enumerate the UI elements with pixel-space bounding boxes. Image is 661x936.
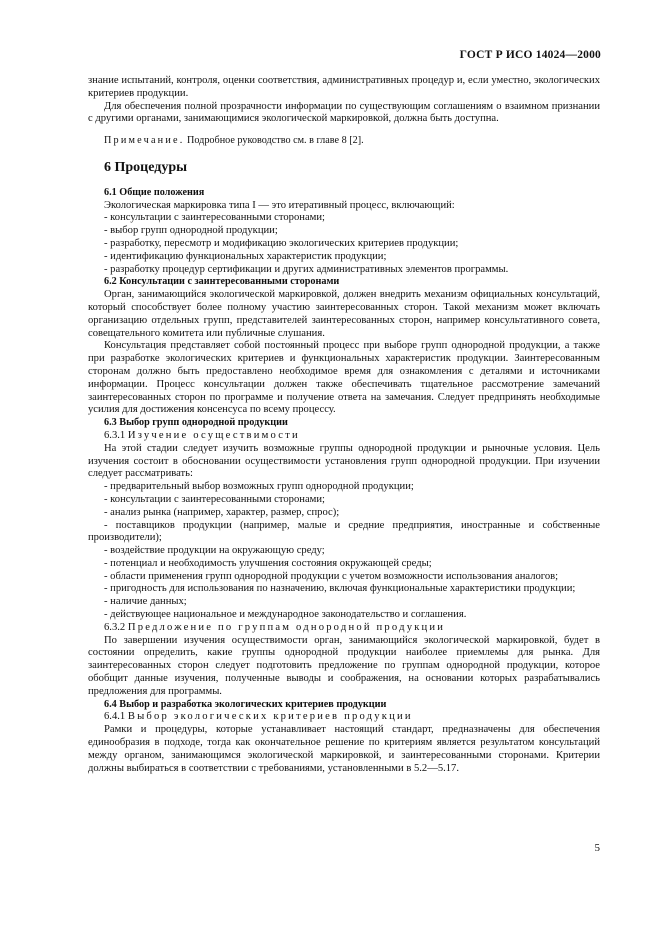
clause-heading: [88, 622, 600, 635]
clause-title: Выбор экологических критериев продукции: [127, 711, 413, 723]
list-item: - предварительный выбор возможных групп однородной продукции;: [104, 481, 414, 493]
list-item: - консультации с заинтересованными сторонами;: [104, 493, 325, 505]
clause-number: 6.3.2: [104, 621, 128, 633]
list-item: - области применения групп однородной продукции с учетом возможности использования аналогов;: [104, 570, 559, 582]
document-body: [88, 75, 600, 775]
paragraph: Экологическая маркировка типа I — это итеративный процесс, включающий:: [104, 199, 455, 211]
intro-paragraph: знание испытаний, контроля, оценки соответствия, административных процедур и, если уместно, экологических критериев продукции.: [88, 75, 600, 99]
paragraph: По завершении изучения осуществимости орган, занимающийся экологической маркировкой, будет в состоянии определить, какие группы однородной продукции наиболее приемлемы для рынка. Для заинтересованных сторон следует подготовить предложение по группам однородной продукции, которое обобщит данные изучения, полученные выводы и соображения, на основании которых разрабатывались предложения для программы.: [88, 634, 600, 697]
list-item: - консультации с заинтересованными сторонами;: [104, 212, 325, 224]
clause-heading: [88, 711, 600, 724]
clause-number: 6.4.1: [104, 711, 128, 723]
list-item: - действующее национальное и международное законодательство и соглашения.: [104, 609, 467, 621]
list-item: - разработку, пересмотр и модификацию экологических критериев продукции;: [104, 237, 459, 249]
list-item: - потенциал и необходимость улучшения состояния окружающей среды;: [104, 557, 432, 569]
list-item: - выбор групп однородной продукции;: [104, 225, 278, 237]
note-label: Примечание.: [104, 135, 185, 147]
paragraph: Орган, занимающийся экологической маркировкой, должен внедрить механизм официальных консультаций, который способствует более полному участию заинтересованных сторон. Такой механизм может включать организацию отдельных групп, представителей заинтересованных сторон, например консультативного совета, совещательного комитета или публичные слушания.: [88, 289, 600, 339]
standard-code-header: ГОСТ Р ИСО 14024—2000: [459, 49, 601, 61]
section-title: 6 Процедуры: [104, 159, 188, 175]
paragraph: Консультация представляет собой постоянный процесс при выборе групп однородной продукции, а также при разработке экологических критериев и функциональных характеристик продукции. Заинтересованным сторонам должно быть предоставлено необходимое время для ознакомления с деталями и источниками информации. Процесс консультации должен также обеспечивать тщательное рассмотрение замечаний заинтересованных сторон по программе и получение ответа на замечания. Следует предпринять необходимые усилия для достижения консенсуса по всему процессу.: [88, 340, 600, 416]
list-item: - пригодность для использования по назначению, включая функциональные характеристики продукции;: [104, 583, 576, 595]
subsection-heading: 6.2 Консультации с заинтересованными сторонами: [104, 276, 340, 288]
clause-number: 6.3.1: [104, 429, 128, 441]
subsection-heading: 6.3 Выбор групп однородной продукции: [104, 417, 288, 429]
list-item: - наличие данных;: [104, 596, 187, 608]
clause-title: Предложение по группам однородной продукции: [127, 621, 446, 633]
subsection-heading: 6.1 Общие положения: [104, 186, 205, 198]
note-text: Подробное руководство см. в главе 8 [2].: [184, 135, 364, 147]
list-item: - разработку процедур сертификации и других административных элементов программы.: [104, 263, 509, 275]
list-item: - воздействие продукции на окружающую среду;: [104, 545, 325, 557]
list-item: - поставщиков продукции (например, малые и средние предприятия, иностранные и собственные производители);: [88, 519, 600, 544]
clause-title: Изучение осуществимости: [127, 429, 300, 441]
intro-paragraph: Для обеспечения полной прозрачности информации по существующим соглашениям о взаимном признании с другими органами, занимающимися экологической маркировкой, должна быть доступна.: [88, 100, 600, 125]
clause-heading: [88, 430, 600, 443]
note: [88, 135, 600, 148]
subsection-heading: 6.4 Выбор и разработка экологических критериев продукции: [104, 698, 387, 710]
paragraph: Рамки и процедуры, которые устанавливает настоящий стандарт, предназначены для обеспечения единообразия в подходе, тогда как окончательное решение по критериям является результатом консультаций между органом, занимающимся экологической маркировкой, и заинтересованными сторонами. Критерии должны выбираться в соответствии с требованиями, установленными в 5.2—5.17.: [88, 724, 600, 774]
paragraph: На этой стадии следует изучить возможные группы однородной продукции и рыночные условия. Цель изучения состоит в обосновании осуществимости установления групп однородной продукции. При изучении следует рассматривать:: [88, 442, 600, 480]
page-number: 5: [594, 842, 600, 854]
list-item: - анализ рынка (например, характер, размер, спрос);: [104, 506, 340, 518]
list-item: - идентификацию функциональных характеристик продукции;: [104, 250, 387, 262]
